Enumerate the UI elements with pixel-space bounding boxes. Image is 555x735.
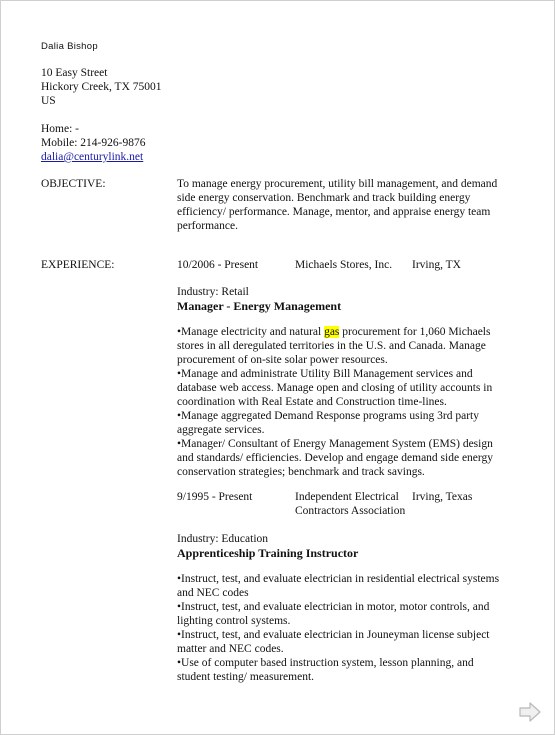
address-line-1: 10 Easy Street bbox=[41, 67, 108, 79]
bullet-line: student testing/ measurement. bbox=[177, 671, 315, 683]
job1-bullet-1 bbox=[177, 325, 537, 339]
job2-dates: 9/1995 - Present bbox=[177, 491, 253, 503]
mobile-phone: Mobile: 214-926-9876 bbox=[41, 137, 146, 149]
address-line-3: US bbox=[41, 95, 56, 107]
job1-bullet-4: •Manager/ Consultant of Energy Management System (EMS) design bbox=[177, 438, 493, 450]
job2-title: Apprenticeship Training Instructor bbox=[177, 546, 359, 560]
address-line-2: Hickory Creek, TX 75001 bbox=[41, 81, 162, 93]
job2-location: Irving, Texas bbox=[412, 491, 473, 503]
objective-text bbox=[177, 177, 527, 233]
job1-location: Irving, TX bbox=[412, 259, 461, 271]
bullet-line: coordination with Real Estate and Construction time-lines. bbox=[177, 396, 447, 408]
objective-line: efficiency/ performance. Manage, mentor, and appraise energy team bbox=[177, 206, 491, 218]
job2-industry: Industry: Education bbox=[177, 533, 269, 545]
job1-company: Michaels Stores, Inc. bbox=[295, 259, 393, 271]
job2-company-line-1: Independent Electrical bbox=[295, 491, 399, 503]
bullet-line: stores in all deregulated territories in the U.S. and Canada. Manage bbox=[177, 340, 486, 352]
job2-bullet-3: •Instruct, test, and evaluate electrician in Jouneyman license subject bbox=[177, 629, 490, 641]
job1-duties bbox=[177, 325, 537, 479]
job1-bullet-3: •Manage aggregated Demand Response programs using 3rd party bbox=[177, 410, 479, 422]
job2-bullet-4: •Use of computer based instruction system, lesson planning, and bbox=[177, 657, 474, 669]
experience-label: EXPERIENCE: bbox=[41, 259, 115, 271]
job1-bullet-2: •Manage and administrate Utility Bill Management services and bbox=[177, 368, 473, 380]
bullet-line: and NEC codes bbox=[177, 587, 249, 599]
bullet-line: procurement of on-site solar power resources. bbox=[177, 354, 388, 366]
bullet-text: •Manage electricity and natural bbox=[177, 326, 325, 338]
objective-line: side energy conservation. Benchmark and track building energy bbox=[177, 192, 471, 204]
objective-line: To manage energy procurement, utility bill management, and demand bbox=[177, 178, 498, 190]
job2-bullet-1: •Instruct, test, and evaluate electrician in residential electrical systems bbox=[177, 573, 500, 585]
job2-company-line-2: Contractors Association bbox=[295, 505, 406, 517]
bullet-line: matter and NEC codes. bbox=[177, 643, 284, 655]
objective-line: performance. bbox=[177, 220, 238, 232]
home-phone: Home: - bbox=[41, 123, 80, 135]
bullet-text: procurement for 1,060 Michaels bbox=[339, 326, 491, 338]
job2-bullet-2: •Instruct, test, and evaluate electrician in motor, motor controls, and bbox=[177, 601, 490, 613]
bullet-line: aggregate services. bbox=[177, 424, 265, 436]
bullet-line: lighting control systems. bbox=[177, 615, 291, 627]
objective-label: OBJECTIVE: bbox=[41, 178, 106, 190]
job2-duties bbox=[177, 572, 537, 684]
bullet-line: and standards/ efficiencies. Develop and engage demand side energy bbox=[177, 452, 494, 464]
bullet-line: conservation strategies; benchmark and track savings. bbox=[177, 466, 425, 478]
job1-industry: Industry: Retail bbox=[177, 286, 249, 298]
search-highlight: gas bbox=[324, 326, 340, 338]
next-arrow-icon[interactable] bbox=[517, 699, 543, 725]
job1-dates: 10/2006 - Present bbox=[177, 259, 259, 271]
candidate-name: Dalia Bishop bbox=[41, 41, 98, 52]
job1-title: Manager - Energy Management bbox=[177, 299, 342, 313]
bullet-line: database web access. Manage open and closing of utility accounts in bbox=[177, 382, 493, 394]
email-link[interactable]: dalia@centurylink.net bbox=[41, 151, 144, 163]
